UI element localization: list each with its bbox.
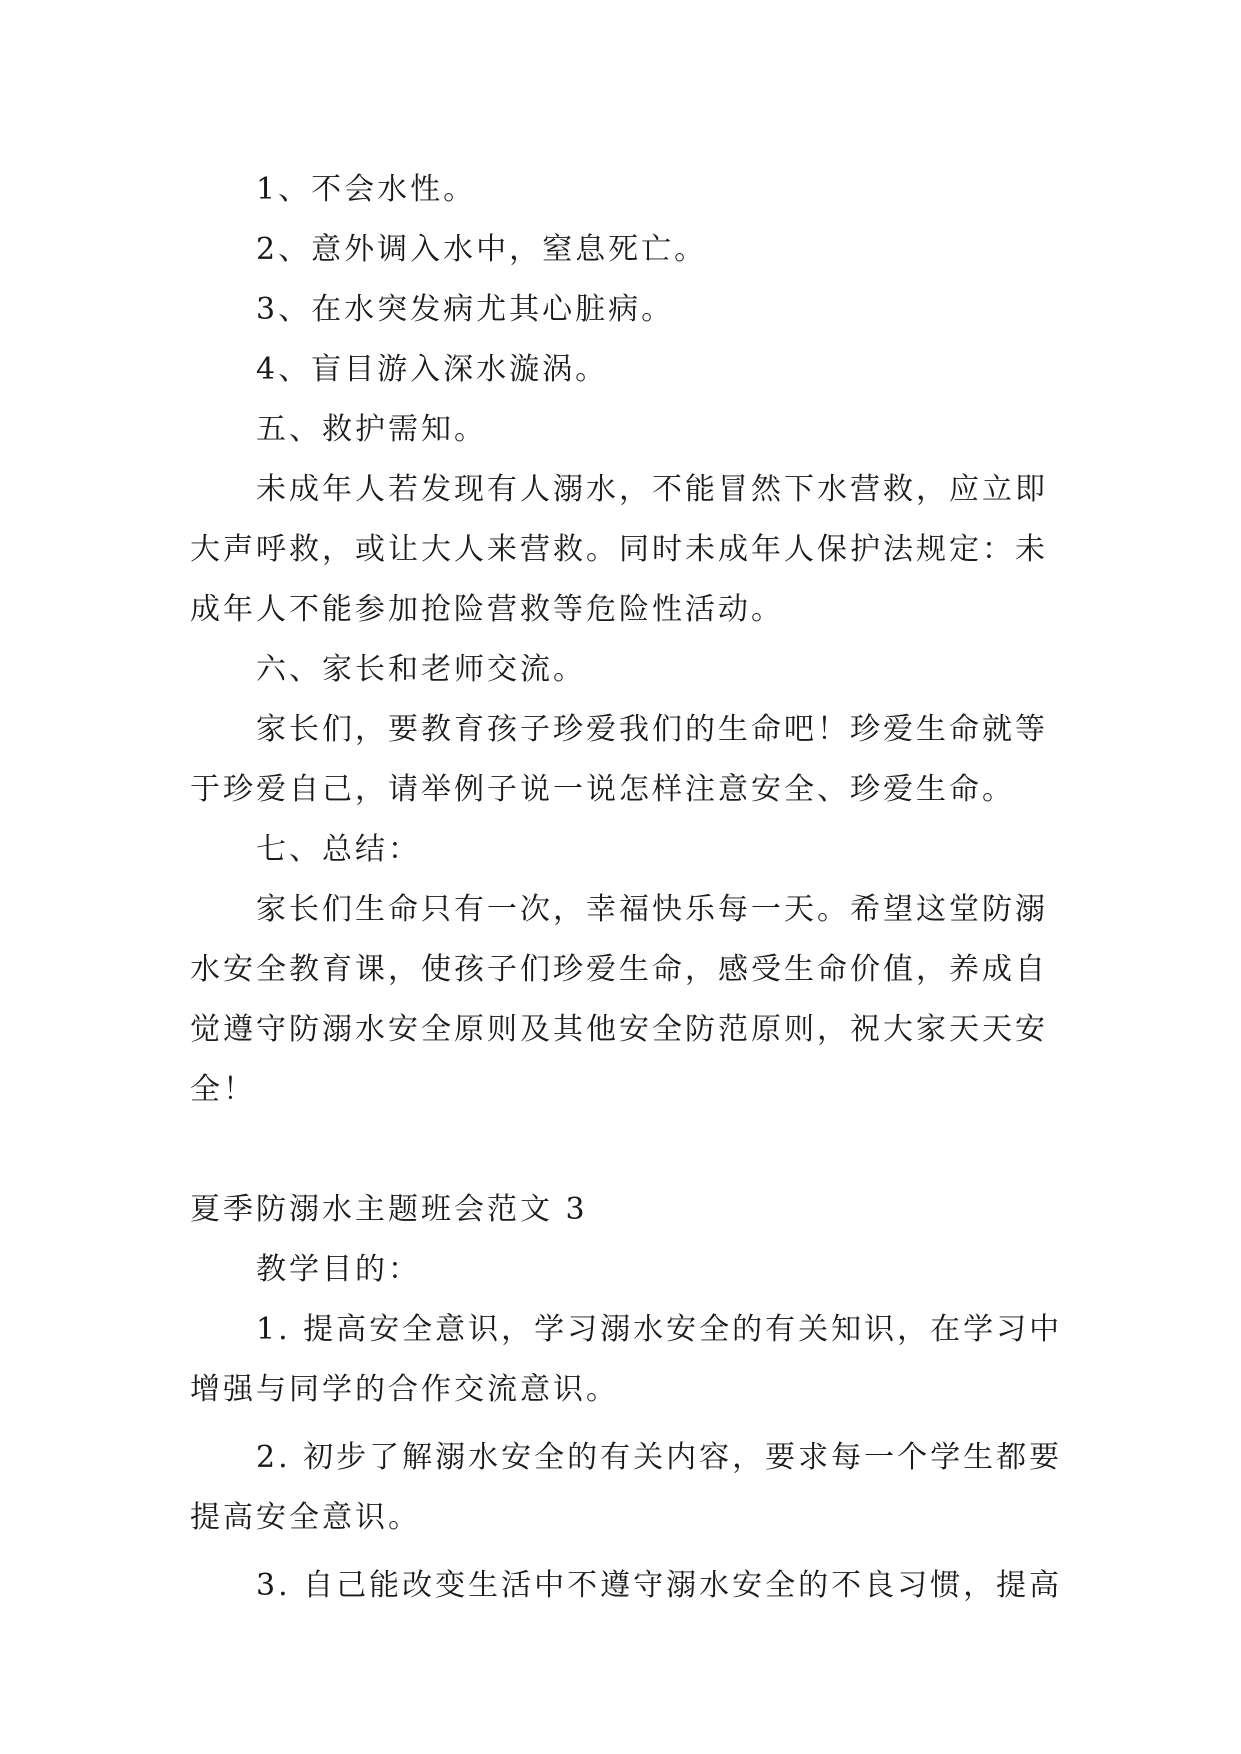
paragraph-line: 未成年人若发现有人溺水，不能冒然下水营救，应立即 [256, 472, 1048, 507]
paragraph-goal-2 [190, 1428, 1063, 1548]
section-heading: 五、救护需知。 [256, 412, 487, 447]
paragraph-line: 3. 自己能改变生活中不遵守溺水安全的不良习惯，提高 [256, 1568, 1063, 1603]
paragraph-goal-3 [190, 1556, 1063, 1616]
section-heading: 七、总结： [256, 832, 421, 867]
paragraph-line: 1. 提高安全意识，学习溺水安全的有关知识，在学习中 [256, 1312, 1063, 1347]
paragraph-line: 增强与同学的合作交流意识。 [190, 1372, 619, 1407]
blank-gap [190, 1120, 1055, 1180]
paragraph-line: 成年人不能参加抢险营救等危险性活动。 [190, 592, 784, 627]
paragraph-line: 家长们生命只有一次，幸福快乐每一天。希望这堂防溺 [256, 892, 1048, 927]
paragraph-summary [190, 880, 1055, 1120]
section-heading: 教学目的： [256, 1252, 421, 1287]
paragraph-line: 觉遵守防溺水安全原则及其他安全防范原则，祝大家天天安 [190, 1012, 1048, 1047]
paragraph-line: 全！ [190, 1072, 256, 1107]
list-item: 1、不会水性。 [256, 172, 477, 207]
section-title: 夏季防溺水主题班会范文 3 [190, 1192, 588, 1227]
list-item: 3、在水突发病尤其心脏病。 [256, 292, 675, 327]
paragraph-parents [190, 700, 1055, 820]
paragraph-goal-1 [190, 1300, 1063, 1420]
paragraph-line: 水安全教育课，使孩子们珍爱生命，感受生命价值，养成自 [190, 952, 1048, 987]
paragraph-line: 2. 初步了解溺水安全的有关内容，要求每一个学生都要 [256, 1440, 1063, 1475]
paragraph-line: 提高安全意识。 [190, 1500, 421, 1535]
paragraph-line: 大声呼救，或让大人来营救。同时未成年人保护法规定：未 [190, 532, 1048, 567]
paragraph-rescue [190, 460, 1055, 640]
list-item: 4、盲目游入深水漩涡。 [256, 352, 609, 387]
list-item: 2、意外调入水中，窒息死亡。 [256, 232, 708, 267]
section-heading: 六、家长和老师交流。 [256, 652, 586, 687]
paragraph-line: 于珍爱自己，请举例子说一说怎样注意安全、珍爱生命。 [190, 772, 1015, 807]
paragraph-line: 家长们，要教育孩子珍爱我们的生命吧！珍爱生命就等 [256, 712, 1048, 747]
document-page [190, 160, 1063, 1616]
